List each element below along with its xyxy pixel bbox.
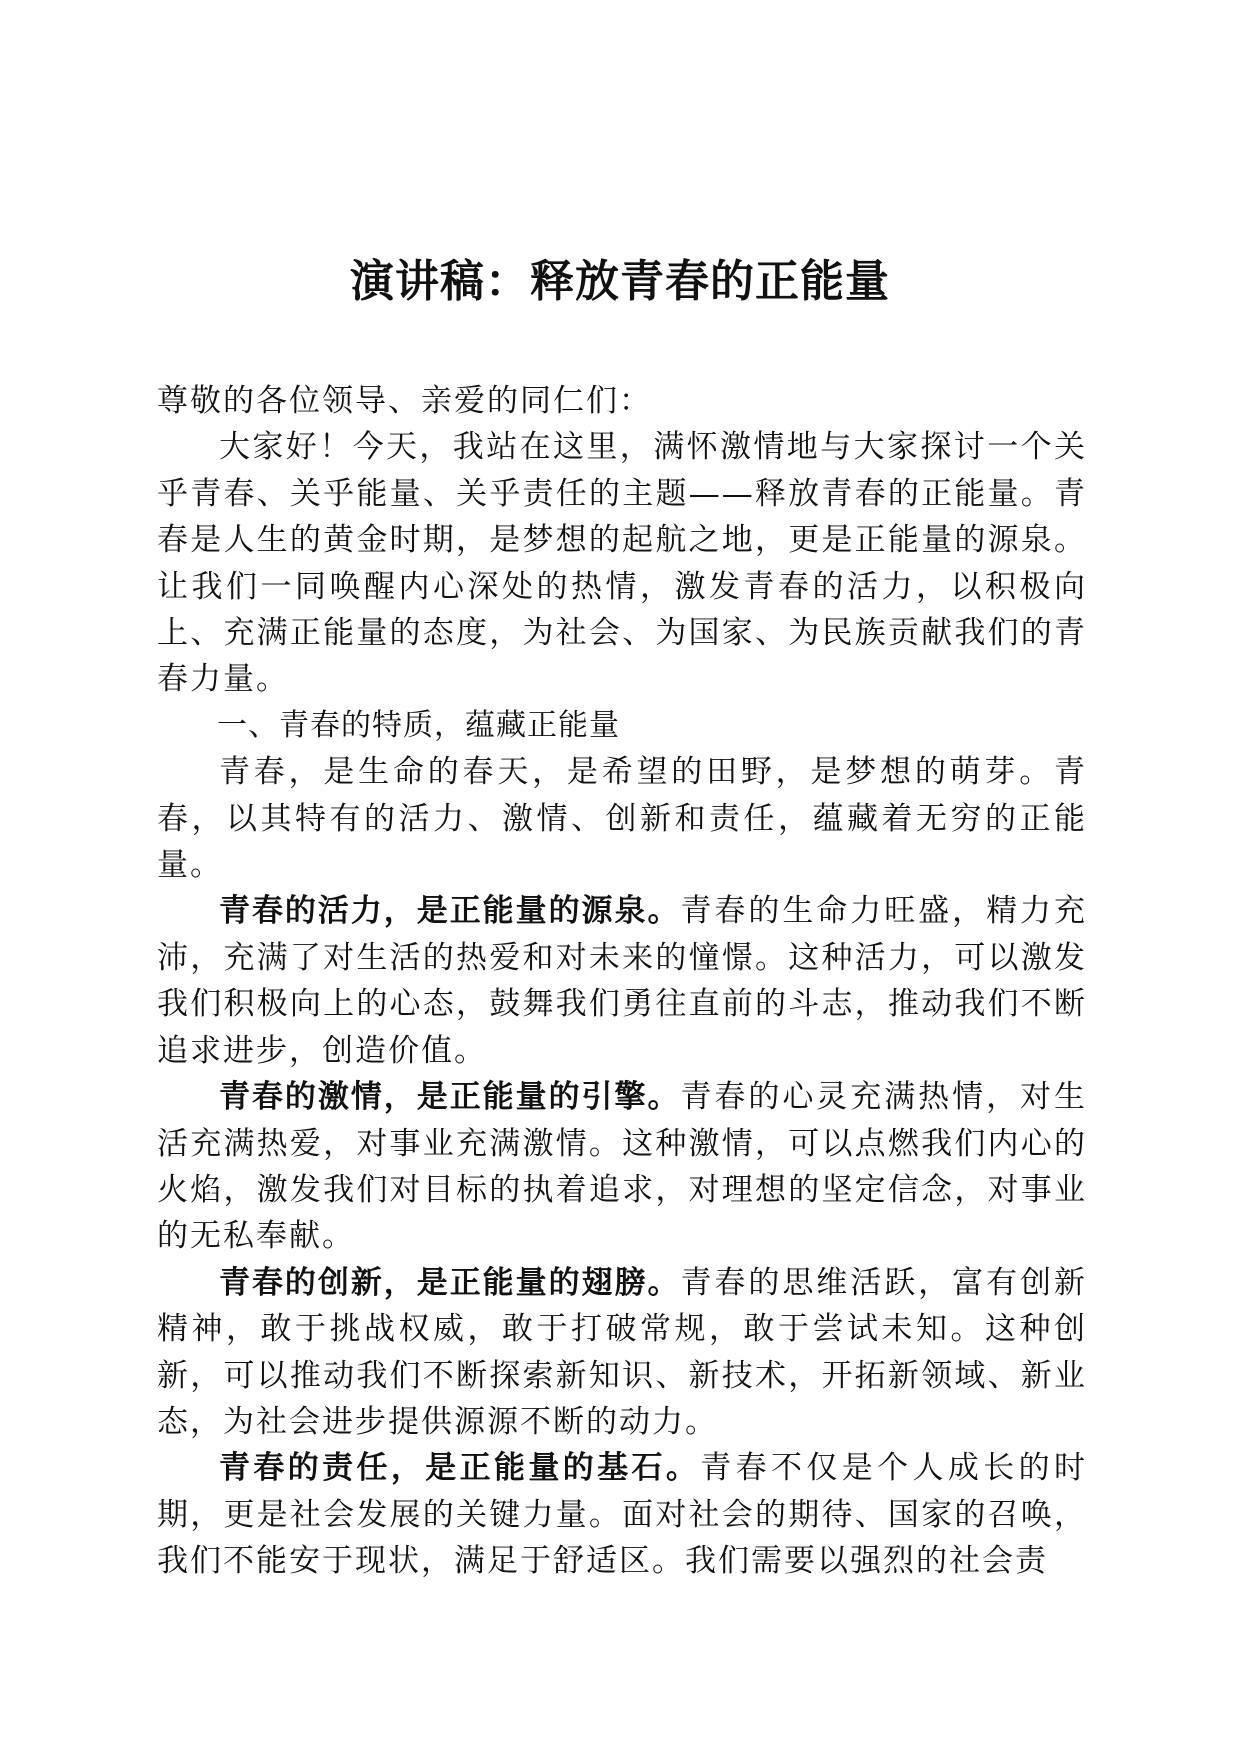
point-lead: 青春的激情，是正能量的引擎。 <box>219 1079 681 1116</box>
intro-paragraph: 大家好！今天，我站在这里，满怀激情地与大家探讨一个关乎青春、关乎能量、关乎责任的主题——释放青春的正能量。青春是人生的黄金时期，是梦想的起航之地，更是正能量的源泉。让我们一同唤醒内心深处的热情，激发青春的活力，以积极向上、充满正能量的态度，为社会、为国家、为民族贡献我们的青春力量。 <box>157 429 1087 698</box>
point-paragraph-vitality <box>157 888 1087 1074</box>
document-body <box>157 378 1087 1585</box>
point-lead: 青春的创新，是正能量的翅膀。 <box>219 1264 681 1301</box>
point-paragraph-responsibility <box>157 1445 1087 1584</box>
section-heading: 一、青春的特质，蕴藏正能量 <box>217 707 620 743</box>
point-lead: 青春的活力，是正能量的源泉。 <box>219 893 681 930</box>
point-text: 青春的思维活跃，富有创新精神，敢于挑战权威，敢于打破常规，敢于尝试未知。这种创新，可以推动我们不断探索新知识、新技术，开拓新领域、新业态，为社会进步提供源源不断的动力。 <box>157 1264 1088 1440</box>
point-text: 青春不仅是个人成长的时期，更是社会发展的关键力量。面对社会的期待、国家的召唤，我们不能安于现状，满足于舒适区。我们需要以强烈的社会责 <box>157 1450 1087 1580</box>
section-intro-paragraph: 青春，是生命的春天，是希望的田野，是梦想的萌芽。青春，以其特有的活力、激情、创新和责任，蕴藏着无穷的正能量。 <box>157 754 1087 884</box>
point-paragraph-passion <box>157 1074 1087 1260</box>
point-lead: 青春的责任，是正能量的基石。 <box>219 1450 701 1487</box>
point-text: 青春的生命力旺盛，精力充沛，充满了对生活的热爱和对未来的憧憬。这种活力，可以激发我们积极向上的心态，鼓舞我们勇往直前的斗志，推动我们不断追求进步，创造价值。 <box>157 893 1088 1069</box>
salutation: 尊敬的各位领导、亲爱的同仁们： <box>157 383 652 419</box>
document-title: 演讲稿：释放青春的正能量 <box>350 256 890 307</box>
point-text: 青春的心灵充满热情，对生活充满热爱，对事业充满激情。这种激情，可以点燃我们内心的火焰，激发我们对目标的执着追求，对理想的坚定信念，对事业的无私奉献。 <box>157 1079 1088 1255</box>
point-paragraph-innovation <box>157 1260 1087 1446</box>
